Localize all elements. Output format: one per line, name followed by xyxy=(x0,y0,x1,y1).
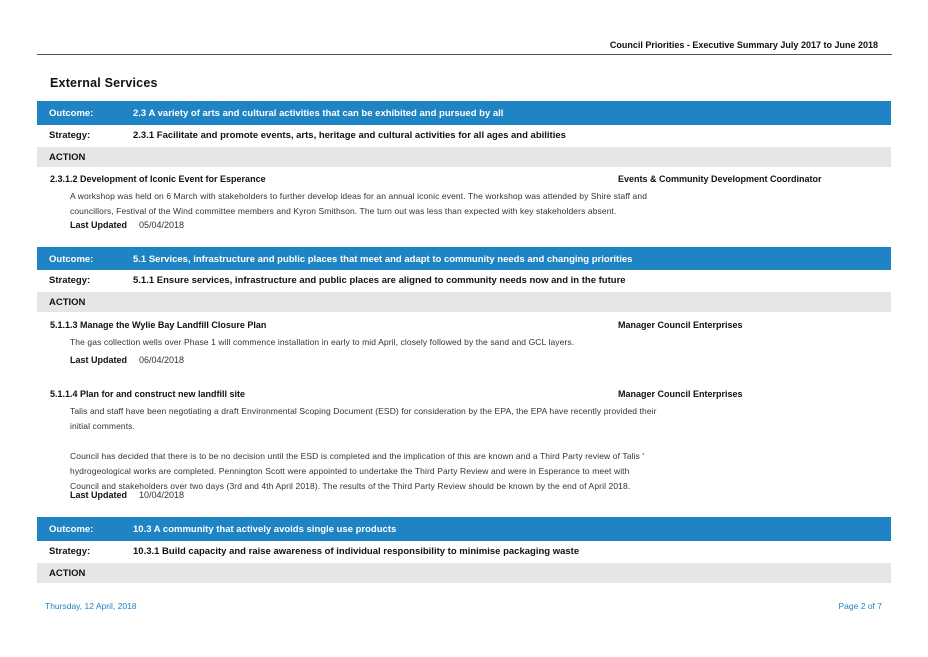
strategy-text: 10.3.1 Build capacity and raise awareness of individual responsibility to minimise packaging waste xyxy=(133,546,580,557)
comment-line: Council has decided that there is to be no decision until the ESD is completed and the implication of this are known and a Third Party review of Talis ' xyxy=(70,451,645,461)
action-item-responsible: Events & Community Development Coordinator xyxy=(618,174,822,184)
comment-line: hydrogeological works are completed. Pennington Scott were appointed to undertake the Third Party Review and were in Esperance to meet with xyxy=(70,466,630,476)
comment-line: Talis and staff have been negotiating a draft Environmental Scoping Document (ESD) for consideration by the EPA, the EPA have recently provided their xyxy=(70,406,657,416)
action-item-comment xyxy=(70,404,657,494)
comment-line: Council and stakeholders over two days (3rd and 4th April 2018). The results of the Third Party Review should be known by the end of April 2018. xyxy=(70,481,631,491)
last-updated xyxy=(70,490,184,500)
outcome-bar xyxy=(37,247,891,271)
strategy-label: Strategy: xyxy=(49,546,91,557)
strategy-label: Strategy: xyxy=(49,130,91,141)
last-updated xyxy=(70,220,184,230)
strategy-row xyxy=(37,541,891,562)
strategy-text: 2.3.1 Facilitate and promote events, arts, heritage and cultural activities for all ages and abilities xyxy=(133,130,566,141)
outcome-label: Outcome: xyxy=(49,523,94,535)
action-item-title: 5.1.1.4 Plan for and construct new landfill site xyxy=(50,389,246,399)
comment-line: The gas collection wells over Phase 1 will commence installation in early to mid April, closely followed by the sand and GCL layers. xyxy=(70,337,575,347)
outcome-label: Outcome: xyxy=(49,253,94,265)
action-header: ACTION xyxy=(37,563,891,583)
action-item-comment xyxy=(70,189,647,219)
last-updated-label: Last Updated xyxy=(70,220,128,230)
footer-date: Thursday, 12 April, 2018 xyxy=(45,601,137,611)
outcome-bar xyxy=(37,101,891,125)
action-item-responsible: Manager Council Enterprises xyxy=(618,320,743,330)
strategy-row xyxy=(37,270,891,291)
last-updated-label: Last Updated xyxy=(70,490,128,500)
page-header-title: Council Priorities - Executive Summary July 2017 to June 2018 xyxy=(609,40,878,50)
action-header: ACTION xyxy=(37,292,891,312)
action-item-responsible: Manager Council Enterprises xyxy=(618,389,743,399)
action-item-title: 2.3.1.2 Development of Iconic Event for Esperance xyxy=(50,174,266,184)
last-updated xyxy=(70,355,184,365)
comment-line: initial comments. xyxy=(70,421,135,431)
outcome-bar xyxy=(37,517,891,541)
comment-line: A workshop was held on 6 March with stakeholders to further develop ideas for an annual iconic event. The workshop was attended by Shire staff and xyxy=(70,191,648,201)
action-item-title: 5.1.1.3 Manage the Wylie Bay Landfill Closure Plan xyxy=(50,320,267,330)
comment-line: councillors, Festival of the Wind committee members and Kyron Smithson. The turn out was less than expected with key stakeholders absent. xyxy=(70,206,617,216)
comment-blank-line xyxy=(70,434,657,449)
header-divider xyxy=(37,54,892,55)
outcome-text: 5.1 Services, infrastructure and public places that meet and adapt to community needs and changing priorities xyxy=(133,253,633,265)
outcome-label: Outcome: xyxy=(49,107,94,119)
last-updated-label: Last Updated xyxy=(70,355,128,365)
strategy-row xyxy=(37,125,891,146)
last-updated-date: 05/04/2018 xyxy=(139,220,185,230)
strategy-label: Strategy: xyxy=(49,275,91,286)
outcome-text: 2.3 A variety of arts and cultural activities that can be exhibited and pursued by all xyxy=(133,107,504,119)
section-title: External Services xyxy=(50,76,158,90)
action-item-comment xyxy=(70,335,574,350)
outcome-text: 10.3 A community that actively avoids single use products xyxy=(133,523,397,535)
last-updated-date: 06/04/2018 xyxy=(139,355,185,365)
last-updated-date: 10/04/2018 xyxy=(139,490,185,500)
action-header: ACTION xyxy=(37,147,891,167)
footer-page-number: Page 2 of 7 xyxy=(838,601,882,611)
strategy-text: 5.1.1 Ensure services, infrastructure and public places are aligned to community needs now and in the future xyxy=(133,275,626,286)
